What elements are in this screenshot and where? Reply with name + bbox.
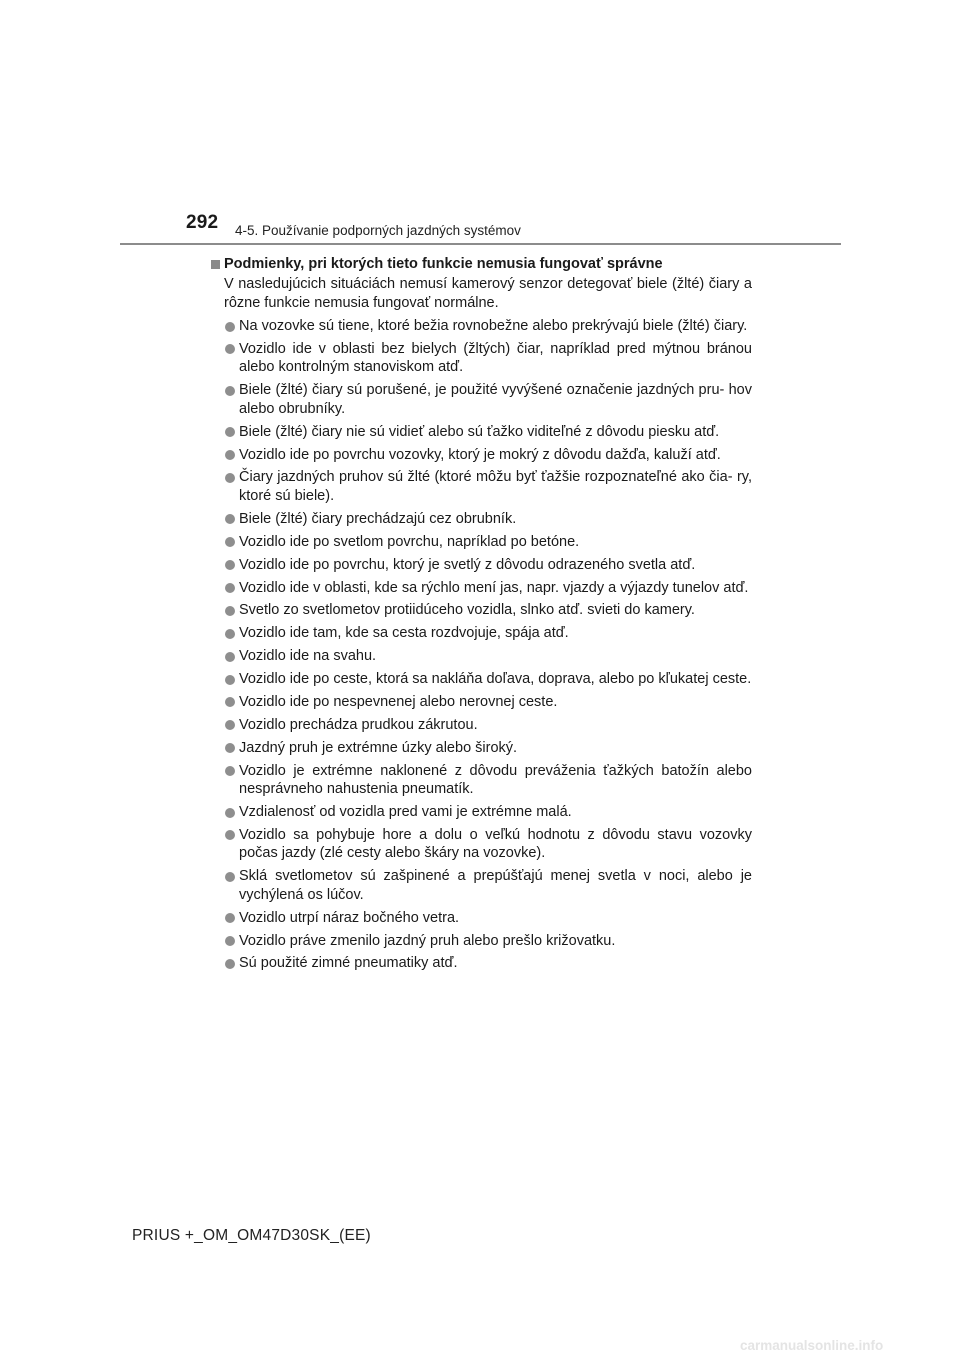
round-bullet-icon [225,766,235,776]
list-item [209,693,752,712]
list-item-text: Vozidlo ide po povrchu, ktorý je svetlý z dôvodu odrazeného svetla atď. [239,556,696,573]
list-item-text: Vozidlo ide po nespevnenej alebo nerovnej ceste. [239,693,558,710]
list-item-text: Biele (žlté) čiary nie sú vidieť alebo sú ťažko viditeľné z dôvodu piesku atď. [239,423,720,440]
list-item [209,954,752,973]
round-bullet-icon [225,872,235,882]
list-item-text: Vozidlo utrpí náraz bočného vetra. [239,909,460,926]
section-intro: V nasledujúcich situáciách nemusí kamerový senzor detegovať biele (žlté) čiary a rôzne funkcie nemusia fungovať normálne. [224,276,752,311]
list-item-text: Vozidlo ide po povrchu vozovky, ktorý je mokrý z dôvodu dažďa, kaluží atď. [239,446,721,463]
list-item-text: Vozidlo ide v oblasti, kde sa rýchlo mení jas, napr. vjazdy a výjazdy tunelov atď. [239,579,749,596]
list-item-text: Vozidlo je extrémne naklonené z dôvodu preváženia ťažkých batožín alebo nesprávneho nahustenia pneumatík. [239,762,752,798]
chapter-title: 4-5. Používanie podporných jazdných systémov [235,223,521,238]
list-item [209,601,752,620]
round-bullet-icon [225,959,235,969]
round-bullet-icon [225,344,235,354]
section-title-text: Podmienky, pri ktorých tieto funkcie nemusia fungovať správne [224,256,663,272]
list-item [209,468,752,505]
round-bullet-icon [225,386,235,396]
list-item-text: Vozidlo ide na svahu. [239,648,377,665]
list-item [209,762,752,799]
list-item [209,340,752,377]
list-item [209,510,752,529]
list-item [209,909,752,928]
list-item-text: Vzdialenosť od vozidla pred vami je extrémne malá. [239,804,572,821]
list-item-text: Biele (žlté) čiary sú porušené, je použité vyvýšené označenie jazdných pru- hov alebo obrubníky. [239,382,752,417]
round-bullet-icon [225,743,235,753]
list-item [209,739,752,758]
square-bullet-icon [211,260,220,269]
round-bullet-icon [225,808,235,818]
round-bullet-icon [225,450,235,460]
list-item [209,826,752,863]
list-item [209,670,752,689]
header-divider [120,243,841,245]
list-item-text: Vozidlo sa pohybuje hore a dolu o veľkú hodnotu z dôvodu stavu vozovky počas jazdy (zlé cesty alebo škáry na vozovke). [239,826,752,862]
list-item-text: Sklá svetlometov sú zašpinené a prepúšťajú menej svetla v noci, alebo je vychýlená os lúčov. [239,868,752,903]
list-item [209,533,752,552]
list-item-text: Svetlo zo svetlometov protiidúceho vozidla, slnko atď. svieti do kamery. [239,602,695,619]
list-item [209,932,752,951]
round-bullet-icon [225,913,235,923]
round-bullet-icon [225,427,235,437]
list-item [209,867,752,904]
list-item-text: Vozidlo ide v oblasti bez bielych (žltých) čiar, napríklad pred mýtnou bránou alebo kontrolným stanoviskom atď. [239,340,752,376]
round-bullet-icon [225,537,235,547]
round-bullet-icon [225,720,235,730]
list-item-text: Biele (žlté) čiary prechádzajú cez obrubník. [239,510,517,527]
round-bullet-icon [225,830,235,840]
footer-model-code: PRIUS +_OM_OM47D30SK_(EE) [132,1227,371,1244]
page-number: 292 [186,212,219,233]
list-item [209,423,752,442]
list-item-text: Vozidlo práve zmenilo jazdný pruh alebo prešlo križovatku. [239,932,616,949]
list-item [209,647,752,666]
list-item-text: Vozidlo ide tam, kde sa cesta rozdvojuje, spája atď. [239,625,569,642]
round-bullet-icon [225,936,235,946]
list-item [209,803,752,822]
list-item [209,317,752,336]
list-item-text: Na vozovke sú tiene, ktoré bežia rovnobežne alebo prekrývajú biele (žlté) čiary. [239,318,748,334]
list-item [209,579,752,598]
round-bullet-icon [225,697,235,707]
list-item-text: Sú použité zimné pneumatiky atď. [239,955,458,972]
round-bullet-icon [225,322,235,332]
section-content [209,254,752,977]
list-item [209,381,752,418]
list-item [209,446,752,465]
round-bullet-icon [225,675,235,685]
list-item [209,716,752,735]
section-heading [209,254,752,274]
round-bullet-icon [225,514,235,524]
round-bullet-icon [225,652,235,662]
conditions-list [209,317,752,973]
list-item [209,556,752,575]
list-item [209,624,752,643]
list-item-text: Jazdný pruh je extrémne úzky alebo široký. [239,739,518,756]
list-item-text: Čiary jazdných pruhov sú žlté (ktoré môžu byť ťažšie rozpoznateľné ako čia- ry, ktoré sú biele). [239,469,752,504]
watermark: carmanualsonline.info [740,1338,884,1353]
list-item-text: Vozidlo ide po ceste, ktorá sa nakláňa doľava, doprava, alebo po kľukatej ceste. [239,671,752,688]
round-bullet-icon [225,560,235,570]
list-item-text: Vozidlo prechádza prudkou zákrutou. [239,716,478,733]
list-item-text: Vozidlo ide po svetlom povrchu, napríklad po betóne. [239,533,580,550]
round-bullet-icon [225,473,235,483]
round-bullet-icon [225,583,235,593]
round-bullet-icon [225,606,235,616]
round-bullet-icon [225,629,235,639]
